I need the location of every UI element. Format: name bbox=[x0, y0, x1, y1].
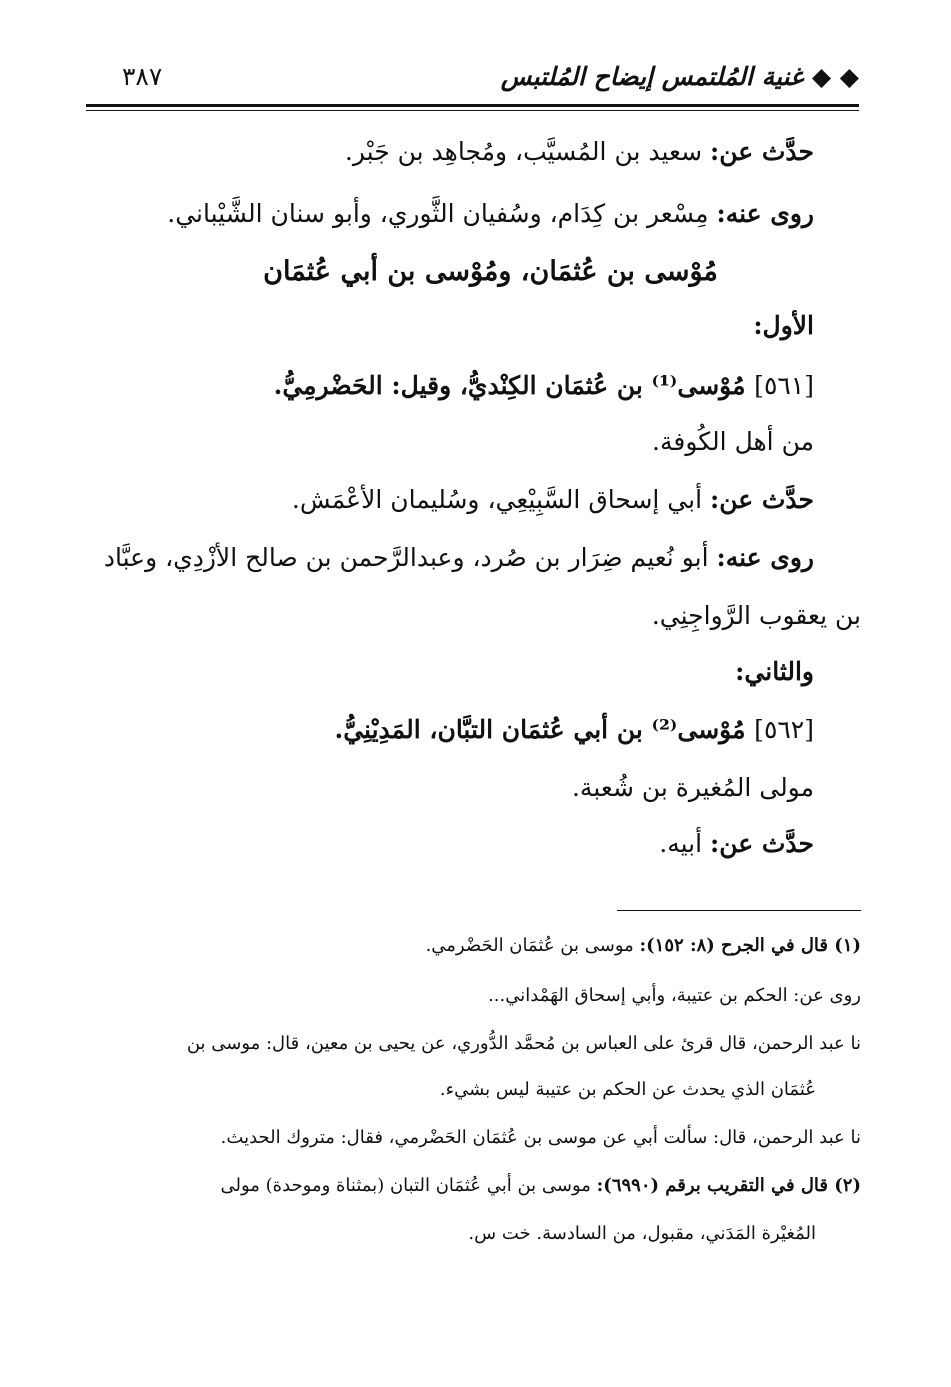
page-header bbox=[86, 62, 859, 98]
entry-562-narrated-from: حدَّث عن: أبيه. bbox=[659, 829, 814, 858]
footnote-1-line-3: نا عبد الرحمن، قال قرئ على العباس بن مُحمَّد الدُّوري، عن يحيى بن معين، قال: موسى بن bbox=[186, 1033, 861, 1054]
label-haddatha-an: حدَّث عن: bbox=[710, 485, 814, 514]
entry-number: [٥٦١] bbox=[754, 371, 814, 400]
label-haddatha-an: حدَّث عن: bbox=[710, 829, 814, 858]
entry-561-narrated-from: حدَّث عن: أبي إسحاق السَّبِيْعِي، وسُليمان الأعْمَش. bbox=[291, 485, 814, 514]
entry-561-title bbox=[274, 368, 814, 404]
second-label: والثاني: bbox=[735, 657, 814, 686]
line-text: سعيد بن المُسيَّب، ومُجاهِد بن جَبْر. bbox=[344, 137, 710, 166]
line-text: مِسْعر بن كِدَام، وسُفيان الثَّوري، وأبو سنان الشَّيْباني. bbox=[167, 199, 717, 228]
entry-561-origin: من أهل الكُوفة. bbox=[652, 427, 814, 456]
body-line-narrated-by bbox=[167, 196, 814, 232]
entry-562-title bbox=[335, 712, 815, 748]
entry-561-narrated-by: روى عنه: أبو نُعيم ضِرَار بن صُرد، وعبدالرَّحمن بن صالح الأزْدِي، وعبَّاد bbox=[103, 543, 814, 572]
header-rule bbox=[86, 104, 859, 111]
footnote-1-line-5: نا عبد الرحمن، قال: سألت أبي عن موسى بن عُثمَان الحَضْرمي، فقال: متروك الحديث. bbox=[220, 1127, 861, 1148]
footnote-2-line-1: (٢) قال في التقريب برقم (٦٩٩٠): موسى بن أبي عُثمَان التبان (بمثناة وموحدة) مولى bbox=[220, 1175, 861, 1196]
footnote-rule bbox=[617, 910, 861, 911]
label-haddatha-an: حدَّث عن: bbox=[710, 137, 814, 166]
label-rawa-anhu: روى عنه: bbox=[716, 199, 814, 228]
section-heading bbox=[86, 254, 859, 290]
body-line-narrators-from bbox=[345, 134, 814, 170]
heading-text: مُوْسى بن عُثمَان، ومُوْسى بن أبي عُثمَان bbox=[263, 256, 718, 287]
running-title: ◆ ◆ غنية المُلتمس إيضاح المُلتبس bbox=[500, 62, 859, 91]
label-rawa-anhu: روى عنه: bbox=[716, 543, 814, 572]
page-number: ٣٨٧ bbox=[122, 62, 163, 91]
footnote-2-line-2: المُغيْرة المَدَني، مقبول، من السادسة. خت س. bbox=[468, 1223, 816, 1244]
entry-name: مُوْسى⁽²⁾ بن أبي عُثمَان التبَّان، المَدِيْنِيُّ. bbox=[334, 715, 755, 744]
first-label: الأول: bbox=[753, 311, 814, 340]
entry-name: مُوْسى⁽¹⁾ بن عُثمَان الكِنْديُّ، وقيل: الحَضْرمِيُّ. bbox=[273, 371, 755, 400]
entry-561-narrated-by-cont: بن يعقوب الرَّواجِنِي. bbox=[651, 601, 861, 630]
entry-562-mawla: مولى المُغيرة بن شُعبة. bbox=[571, 773, 814, 802]
footnote-1-line-4: عُثمَان الذي يحدث عن الحكم بن عتيبة ليس بشيء. bbox=[439, 1079, 816, 1100]
footnote-1-line-1: (١) قال في الجرح (٨: ١٥٢): موسى بن عُثمَان الحَضْرمي. bbox=[425, 935, 861, 956]
footnote-1-line-2: روى عن: الحكم بن عتيبة، وأبي إسحاق الهَمْداني... bbox=[488, 985, 861, 1006]
entry-number: [٥٦٢] bbox=[754, 715, 814, 744]
